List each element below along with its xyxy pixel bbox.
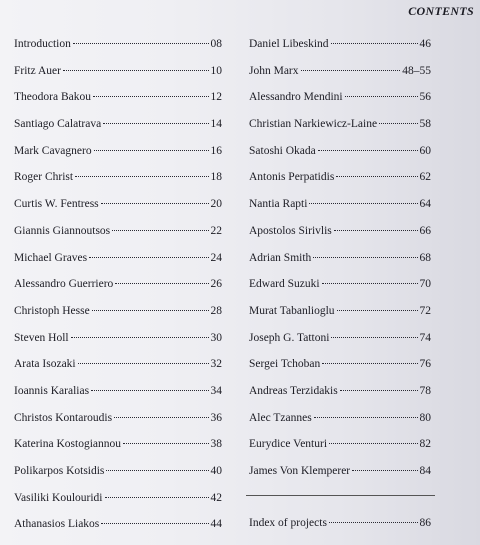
dot-leader: [314, 417, 418, 418]
dot-leader: [322, 283, 418, 284]
dot-leader: [105, 497, 209, 498]
toc-entry[interactable]: [249, 358, 431, 385]
toc-entry[interactable]: [14, 65, 222, 92]
entry-page-number: 58: [419, 118, 431, 131]
dot-leader: [318, 150, 418, 151]
dot-leader: [78, 363, 209, 364]
entry-name: Steven Holl: [14, 331, 69, 344]
entry-name: Athanasios Liakos: [14, 518, 100, 531]
entry-name: Sergei Tchoban: [249, 358, 321, 371]
entry-page-number: 60: [419, 144, 431, 157]
entry-name: Arata Isozaki: [14, 358, 76, 371]
toc-right-column: [249, 38, 431, 492]
toc-entry[interactable]: [249, 305, 431, 332]
toc-entry[interactable]: [14, 91, 222, 118]
entry-page-number: 22: [210, 224, 222, 237]
dot-leader: [334, 230, 418, 231]
entry-page-number: 40: [210, 465, 222, 477]
entry-name: Eurydice Venturi: [249, 438, 328, 451]
dot-leader: [322, 363, 417, 364]
dot-leader: [340, 390, 418, 391]
entry-page-number: 84: [419, 465, 431, 477]
entry-name: Ioannis Karalias: [14, 384, 90, 397]
toc-entry[interactable]: [249, 332, 431, 359]
entry-page-number: 08: [210, 38, 222, 50]
toc-entry[interactable]: [249, 517, 431, 544]
dot-leader: [71, 337, 209, 338]
dot-leader: [331, 337, 417, 338]
entry-name: Katerina Kostogiannou: [14, 438, 121, 451]
entry-name: Alessandro Guerriero: [14, 278, 114, 291]
toc-entry[interactable]: [14, 278, 222, 305]
toc-entry[interactable]: [14, 518, 222, 545]
toc-entry[interactable]: [14, 252, 222, 279]
dot-leader: [337, 310, 418, 311]
dot-leader: [106, 470, 208, 471]
entry-page-number: 12: [210, 91, 222, 104]
entry-page-number: 14: [210, 118, 222, 131]
entry-name: Santiago Calatrava: [14, 118, 102, 131]
entry-page-number: 16: [210, 144, 222, 157]
entry-name: Vasiliki Koulouridi: [14, 491, 103, 504]
toc-entry[interactable]: [14, 412, 222, 439]
entry-page-number: 86: [419, 517, 431, 529]
entry-page-number: 24: [210, 251, 222, 264]
entry-page-number: 20: [210, 198, 222, 211]
dot-leader: [309, 203, 417, 204]
toc-entry[interactable]: [249, 278, 431, 305]
entry-page-number: 80: [419, 411, 431, 424]
entry-page-number: 76: [419, 358, 431, 371]
entry-name: Adrian Smith: [249, 251, 312, 264]
entry-name: Fritz Auer: [14, 64, 61, 77]
toc-entry[interactable]: [249, 65, 431, 92]
entry-page-number: 74: [419, 331, 431, 344]
entry-page-number: 56: [419, 91, 431, 104]
entry-name: Polikarpos Kotsidis: [14, 465, 105, 477]
dot-leader: [112, 230, 208, 231]
index-entry: [249, 517, 431, 544]
toc-entry[interactable]: [249, 91, 431, 118]
entry-name: Introduction: [14, 38, 71, 50]
dot-leader: [123, 443, 209, 444]
dot-leader: [103, 123, 208, 124]
entry-page-number: 46: [419, 38, 431, 50]
entry-page-number: 72: [419, 304, 431, 317]
entry-page-number: 48–55: [402, 64, 431, 77]
entry-page-number: 34: [210, 384, 222, 397]
dot-leader: [75, 176, 208, 177]
divider-rule: [246, 495, 435, 496]
toc-entry[interactable]: [249, 438, 431, 465]
entry-name: Joseph G. Tattoni: [249, 331, 330, 344]
dot-leader: [313, 257, 417, 258]
dot-leader: [115, 283, 208, 284]
toc-entry[interactable]: [14, 198, 222, 225]
toc-entry[interactable]: [249, 412, 431, 439]
entry-name: Andreas Terzidakis: [249, 384, 338, 397]
dot-leader: [93, 96, 209, 97]
dot-leader: [379, 123, 417, 124]
entry-page-number: 26: [210, 278, 222, 291]
entry-name: Christian Narkiewicz-Laine: [249, 118, 378, 131]
toc-entry[interactable]: [14, 225, 222, 252]
entry-name: Michael Graves: [14, 251, 88, 264]
dot-leader: [101, 523, 208, 524]
toc-entry[interactable]: [249, 465, 431, 492]
entry-name: Giannis Giannoutsos: [14, 224, 111, 237]
dot-leader: [345, 96, 418, 97]
toc-entry[interactable]: [14, 145, 222, 172]
dot-leader: [301, 70, 401, 71]
entry-name: Roger Christ: [14, 171, 74, 184]
entry-name: Apostolos Sirivlis: [249, 224, 332, 237]
toc-entry[interactable]: [249, 252, 431, 279]
entry-name: Antonis Perpatidis: [249, 171, 335, 184]
entry-name: Curtis W. Fentress: [14, 198, 99, 211]
entry-name: Mark Cavagnero: [14, 144, 92, 157]
toc-entry[interactable]: [249, 145, 431, 172]
toc-entry[interactable]: [14, 492, 222, 519]
toc-entry[interactable]: [14, 465, 222, 492]
entry-name: Theodora Bakou: [14, 91, 91, 104]
toc-entry[interactable]: [14, 305, 222, 332]
toc-entry[interactable]: [14, 118, 222, 145]
entry-page-number: 44: [210, 518, 222, 531]
entry-name: Christoph Hesse: [14, 304, 90, 317]
toc-entry[interactable]: [249, 118, 431, 145]
entry-page-number: 28: [210, 304, 222, 317]
dot-leader: [352, 470, 417, 471]
entry-name: Christos Kontaroudis: [14, 411, 113, 424]
toc-entry[interactable]: [14, 38, 222, 65]
entry-name: Daniel Libeskind: [249, 38, 329, 50]
toc-entry[interactable]: [249, 198, 431, 225]
toc-entry[interactable]: [14, 171, 222, 198]
entry-page-number: 70: [419, 278, 431, 291]
entry-page-number: 18: [210, 171, 222, 184]
entry-name: Alec Tzannes: [249, 411, 312, 424]
dot-leader: [329, 522, 418, 523]
dot-leader: [331, 43, 418, 44]
dot-leader: [94, 150, 209, 151]
entry-name: James Von Klemperer: [249, 465, 351, 477]
entry-page-number: 66: [419, 224, 431, 237]
entry-name: John Marx: [249, 64, 299, 77]
dot-leader: [336, 176, 417, 177]
toc-entry[interactable]: [14, 438, 222, 465]
toc-entry[interactable]: [249, 171, 431, 198]
toc-entry[interactable]: [14, 332, 222, 359]
toc-entry[interactable]: [14, 358, 222, 385]
dot-leader: [91, 390, 208, 391]
entry-page-number: 42: [210, 491, 222, 504]
entry-page-number: 62: [419, 171, 431, 184]
dot-leader: [329, 443, 417, 444]
entry-page-number: 10: [210, 64, 222, 77]
dot-leader: [89, 257, 208, 258]
toc-entry[interactable]: [249, 385, 431, 412]
entry-name: Satoshi Okada: [249, 144, 316, 157]
toc-left-column: [14, 38, 222, 545]
dot-leader: [92, 310, 209, 311]
entry-name: Alessandro Mendini: [249, 91, 343, 104]
entry-page-number: 82: [419, 438, 431, 451]
dot-leader: [63, 70, 209, 71]
entry-page-number: 64: [419, 198, 431, 211]
dot-leader: [101, 203, 209, 204]
toc-entry[interactable]: [14, 385, 222, 412]
entry-name: Index of projects: [249, 517, 327, 529]
entry-name: Edward Suzuki: [249, 278, 320, 291]
toc-entry[interactable]: [249, 225, 431, 252]
entry-name: Nantia Rapti: [249, 198, 308, 211]
toc-entry[interactable]: [249, 38, 431, 65]
entry-page-number: 68: [419, 251, 431, 264]
entry-page-number: 38: [210, 438, 222, 451]
entry-page-number: 32: [210, 358, 222, 371]
entry-page-number: 36: [210, 411, 222, 424]
entry-name: Murat Tabanlioglu: [249, 304, 335, 317]
dot-leader: [73, 43, 209, 44]
entry-page-number: 30: [210, 331, 222, 344]
dot-leader: [114, 417, 208, 418]
page-title: CONTENTS: [408, 4, 474, 18]
entry-page-number: 78: [419, 384, 431, 397]
